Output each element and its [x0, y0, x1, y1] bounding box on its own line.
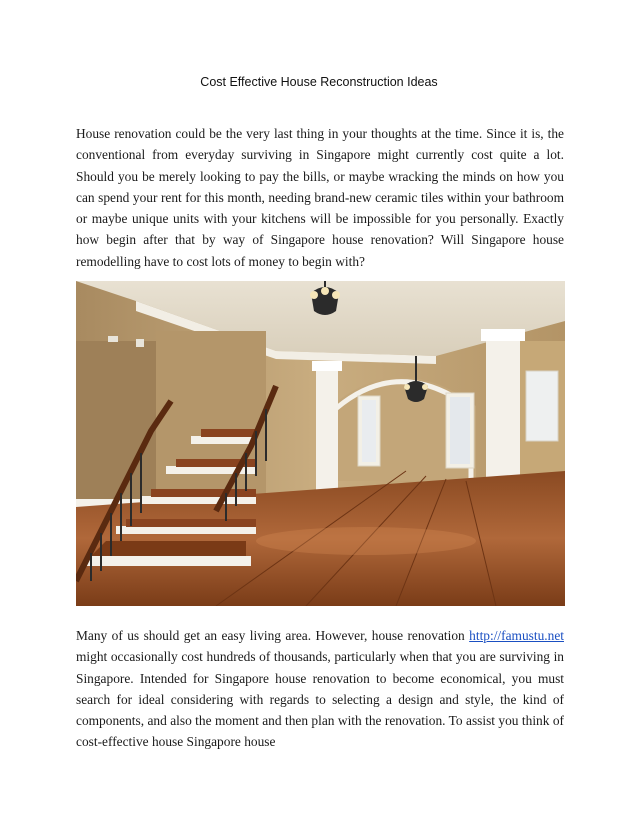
paragraph-body-lead: Many of us should get an easy living area. However, house renovation — [76, 628, 470, 643]
famustu-link[interactable]: http://famustu.net — [469, 628, 564, 643]
paragraph-body — [76, 625, 564, 753]
paragraph-intro: House renovation could be the very last thing in your thoughts at the time. Since it is, the conventional from everyday surviving in Singapore might currently cost quite a lot. Should you be merely looking to pay the bills, or maybe wracking the minds on how you can spend your rent for this month, needing brand-new ceramic tiles within your bathroom or maybe unique units with your kitchens will be impossible for you personally. Exactly how begin after that by way of Singapore house renovation? Will Singapore house remodelling have to cost lots of money to begin with? — [76, 126, 564, 269]
document-title: Cost Effective House Reconstruction Ideas — [200, 75, 438, 89]
interior-photo — [76, 281, 565, 606]
paragraph-body-rest: might occasionally cost hundreds of thousands, particularly when that you are surviving in Singapore. Intended for Singapore house renovation to become economical, you must search for ideal considering with regards to selecting a design and style, the kind of components, and also the moment and then plan with the renovation. To assist you think of cost-effective house Singapore house — [76, 649, 564, 750]
